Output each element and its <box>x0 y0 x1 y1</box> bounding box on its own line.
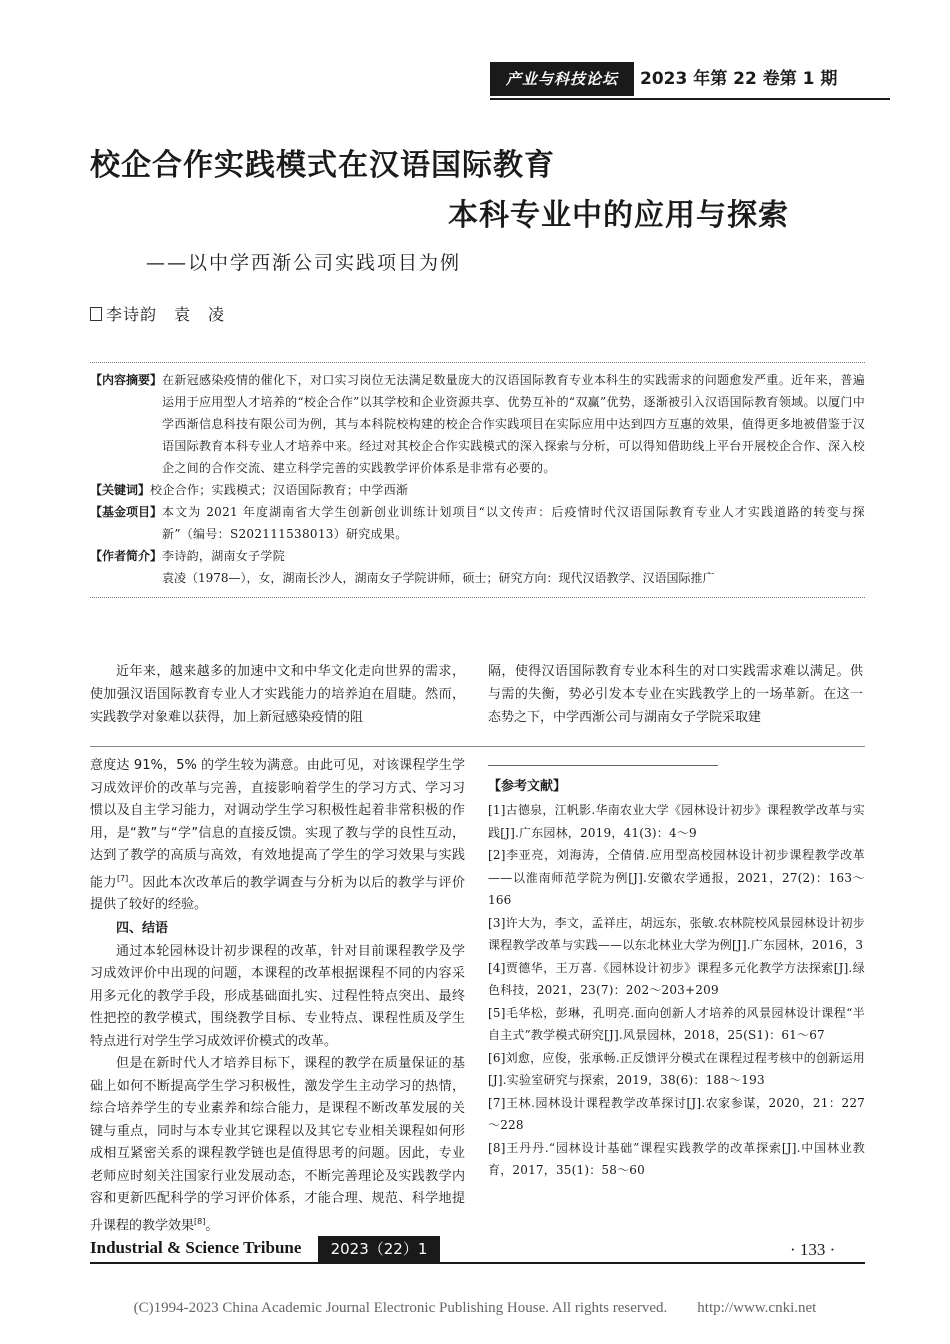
author1-info: 李诗韵，湖南女子学院 <box>162 549 286 563</box>
keywords-label: 【关键词】 <box>90 483 151 497</box>
intro-right-column <box>488 660 863 729</box>
para3-tail: 。 <box>205 1218 219 1234</box>
author-info-row <box>90 545 865 567</box>
abstract-text: 在新冠感染疫情的催化下，对口实习岗位无法满足数量庞大的汉语国际教育专业本科生的实践需求的问题愈发严重。近年来，普遍运用于应用型人才培养的“校企合作”以其学校和企业资源共享、优势互补的“双赢”优势，逐渐被引入汉语国际教育领域。以厦门中学西渐信息科技有限公司为例，其与本科院校构建的校企合作实践项目在实际应用中达到四方互惠的效果，值得更多地被借鉴于汉语国际教育本科专业人才培养中来。经过对其校企合作实践模式的深入探索与分析，可以得知借助线上平台开展校企合作、深入校企之间的合作交流、建立科学完善的实践教学评价体系是非常有必要的。 <box>162 373 865 475</box>
header-rule <box>490 98 890 100</box>
fund-text: 本文为 2021 年度湖南省大学生创新创业训练计划项目“以文传声：后疫情时代汉语国际教育专业人才实践道路的转变与探新”（编号：S202111538013）研究成果。 <box>162 505 865 541</box>
fund-row <box>90 501 865 545</box>
author-info-label: 【作者简介】 <box>90 549 163 563</box>
reference-item: [5]毛华松，彭琳，孔明亮.面向创新人才培养的风景园林设计课程“半自主式”教学模式研究[J].风景园林，2018，25(S1)：61～67 <box>488 1005 865 1042</box>
footer-issue-badge: 2023（22）1 <box>318 1236 440 1262</box>
reference-item: [8]王丹丹.“园林设计基础”课程实践教学的改革探索[J].中国林业教育，2017，35(1)：58～60 <box>488 1140 865 1177</box>
para3-text: 但是在新时代人才培养目标下，课程的教学在质量保证的基础上如何不断提高学生学习积极性，激发学生主动学习的热情，综合培养学生的专业素养和综合能力，是课程不断改革发展的关键与重点，同时与本专业其它课程以及其它专业相关课程如何形成相互紧密关系的课程教学链也是值得思考的问题。因此，专业老师应时刻关注国家行业发展动态，不断完善理论及实践教学内容和更新匹配科学的学习评价体系，才能合理、规范、科学地提升课程的教学效果 <box>90 1056 465 1234</box>
section-divider <box>90 746 865 747</box>
keywords-text: 校企合作；实践模式；汉语国际教育；中学西渐 <box>150 483 409 497</box>
abstract-label: 【内容摘要】 <box>90 373 163 387</box>
article-subtitle: ——以中学西渐公司实践项目为例 <box>146 252 462 274</box>
body-paragraph-2: 通过本轮园林设计初步课程的改革，针对目前课程教学及学习成效评价中出现的问题，本课程的改革根据课程不同的内容采用多元化的教学手段，形成基础面扎实、过程性特点突出、最终性把控的教学模式，围绕教学目标、专业特点、课程性质及学生特点进行对学生学习成效评价模式的改革。 <box>90 943 465 1049</box>
body-paragraph-1 <box>90 755 465 917</box>
author-line <box>90 302 225 325</box>
author2-info: 袁凌（1978—），女，湖南长沙人，湖南女子学院讲师，硕士；研究方向：现代汉语教学、汉语国际推广 <box>162 571 715 585</box>
citation-8: [8] <box>194 1216 206 1226</box>
section-heading-conclusion: 四、结语 <box>116 920 169 936</box>
body-paragraph-3 <box>90 1053 465 1237</box>
page-number: · 133 · <box>790 1240 836 1259</box>
abstract-row <box>90 369 865 479</box>
reference-item: [6]刘愈，应俊，张承畅.正反馈评分模式在课程过程考核中的创新运用[J].实验室研究与探索，2019，38(6)：188～193 <box>488 1050 865 1087</box>
fund-label: 【基金项目】 <box>90 505 163 519</box>
references-title: 【参考文献】 <box>488 779 567 794</box>
journal-header <box>490 62 890 96</box>
intro-left-text: 近年来，越来越多的加速中文和中华文化走向世界的需求，使加强汉语国际教育专业人才实践能力的培养迫在眉睫。然而，实践教学对象难以获得，加上新冠感染疫情的阻 <box>90 664 465 725</box>
reference-item: [7]王林.园林设计课程教学改革探讨[J].农家参谋，2020，21：227～228 <box>488 1095 865 1132</box>
references-column <box>488 775 865 1182</box>
journal-english-name: Industrial & Science Tribune <box>90 1238 302 1257</box>
reference-item: [1]古德泉，江帆影.华南农业大学《园林设计初步》课程教学改革与实践[J].广东园林，2019，41(3)：4～9 <box>488 803 865 840</box>
body-left-column <box>90 755 465 1238</box>
footer-rule <box>90 1262 865 1264</box>
keywords-row <box>90 479 865 501</box>
issue-info: 2023 年第 22 卷第 1 期 <box>640 69 838 89</box>
para1-text: 意度达 91%，5% 的学生较为满意。由此可见，对该课程学生学习成效评价的改革与完善，直接影响着学生的学习方式、学习习惯以及自主学习能力，对调动学生学习积极性起着非常积极的作用，是“教”与“学”信息的直接反馈。实现了教与学的良性互动，达到了教学的高质与高效，有效地提高了学生的学习效果与实践能力 <box>90 758 465 890</box>
intro-right-text: 隔，使得汉语国际教育专业本科生的对口实践需求难以满足。供与需的失衡，势必引发本专业在实践教学上的一场革新。在这一态势之下，中学西渐公司与湖南女子学院采取建 <box>488 664 863 725</box>
article-title-line1: 校企合作实践模式在汉语国际教育 <box>90 148 555 183</box>
copyright-notice: (C)1994-2023 China Academic Journal Electronic Publishing House. All rights reserved. http://www.cnki.net <box>133 1300 817 1316</box>
journal-name-badge: 产业与科技论坛 <box>490 62 634 96</box>
citation-7: [7] <box>116 873 129 883</box>
para1-tail: 。因此本次改革后的教学调查与分析为以后的教学与评价提供了较好的经验。 <box>90 874 465 913</box>
reference-item: [2]李亚亮，刘海涛，仝倩倩.应用型高校园林设计初步课程教学改革——以淮南师范学院为例[J].安徽农学通报，2021，27(2)：163～166 <box>488 848 865 907</box>
references-rule <box>488 765 718 766</box>
square-bullet-icon <box>90 307 102 321</box>
intro-left-column <box>90 660 465 729</box>
authors: 李诗韵 袁 凌 <box>106 305 226 324</box>
abstract-block <box>90 362 865 598</box>
reference-item: [3]许大为，李文，孟祥庄，胡远东，张敏.农林院校风景园林设计初步课程教学改革与实践——以东北林业大学为例[J].广东园林，2016，3 <box>488 915 865 952</box>
reference-item: [4]贾德华，王万喜.《园林设计初步》课程多元化教学方法探索[J].绿色科技，2021，23(7)：202～203+209 <box>488 960 865 997</box>
article-title-line2: 本科专业中的应用与探索 <box>448 198 789 233</box>
